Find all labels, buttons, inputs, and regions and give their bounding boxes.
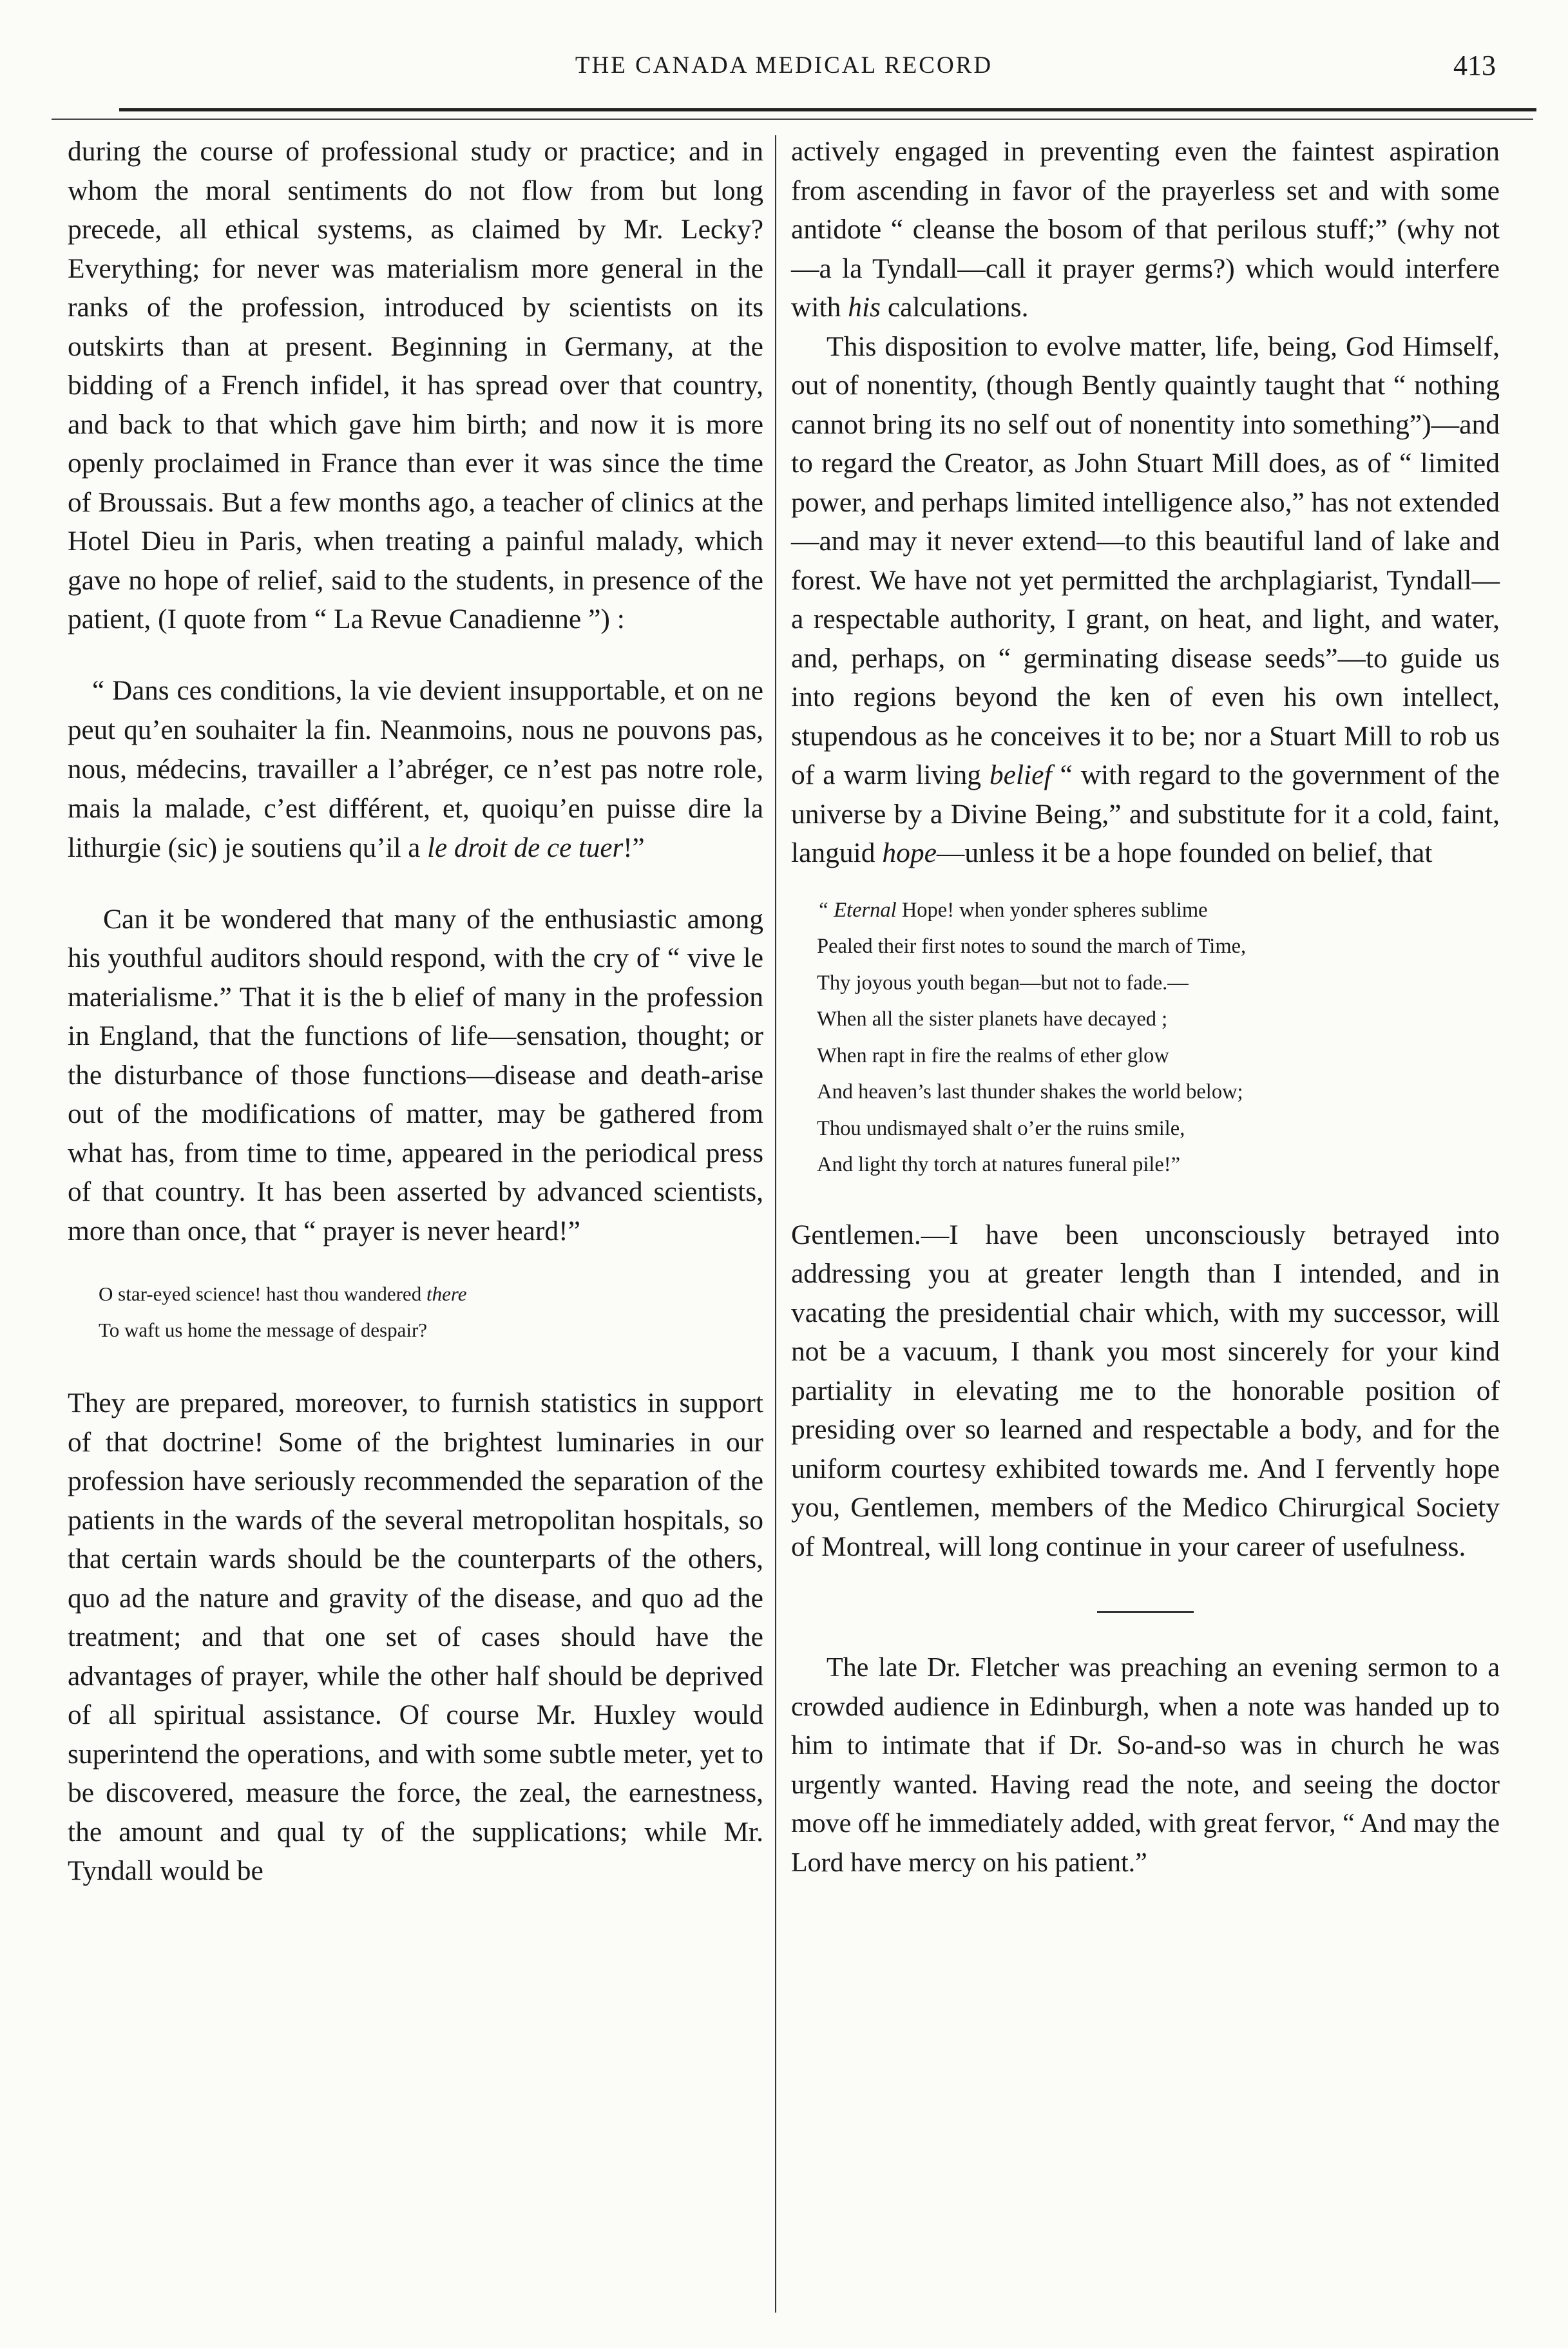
paragraph: The late Dr. Fletcher was preaching an evening sermon to a crowded audience in Edinburgh, when a note was handed up to him to intimate that if Dr. So-and-so was in church he was urgently wanted. Having read the note, and seeing the doctor move off he immediately added, with great fervor, “ And may the Lord have mercy on his patient.” xyxy=(791,1653,1500,1878)
section-separator xyxy=(1097,1611,1194,1613)
french-quotation xyxy=(68,671,763,868)
verse-quotation xyxy=(99,1276,763,1348)
poem-line: Pealed their first notes to sound the march of Time, xyxy=(817,935,1247,958)
journal-title: THE CANADA MEDICAL RECORD xyxy=(575,52,993,79)
verse-line: O star-eyed science! hast thou wandered there xyxy=(99,1283,467,1305)
header-rule-thick xyxy=(119,108,1536,111)
poem-line: Thou undismayed shalt o’er the ruins smile, xyxy=(817,1116,1185,1140)
poem-line: When rapt in fire the realms of ether glow xyxy=(817,1044,1169,1067)
poem-quotation xyxy=(817,892,1500,1183)
poem-line: And heaven’s last thunder shakes the world below; xyxy=(817,1080,1243,1103)
paragraph: Gentlemen.—I have been unconsciously betrayed into addressing you at greater length than I intended, and in vacating the presidential chair which, with my successor, will not be a vacuum, I thank you most sincerely for your kind partiality in elevating me to the honorable position of presiding over so learned and respectable a body, and for the uniform courtesy exhibited towards me. And I fervently hope you, Gentlemen, members of the Medico Chirurgical Society of Montreal, will long continue in your career of usefulness. xyxy=(791,1219,1500,1562)
column-divider xyxy=(775,135,776,2313)
paragraph: They are prepared, moreover, to furnish statistics in support of that doctrine! Some of the brightest luminaries in our profession have seriously recommended the separation of the patients in the wards of the several metropolitan hospitals, so that certain wards should be the counterparts of the others, quo ad the nature and gravity of the disease, and quo ad the treatment; and that one set of cases should have the advantages of prayer, while the other half should be deprived of all spiritual assistance. Of course Mr. Huxley would superintend the operations, and with some subtle meter, yet to be discovered, measure the force, the zeal, the earnestness, the amount and qual ty of the supplications; while Mr. Tyndall would be xyxy=(68,1388,763,1886)
poem-line: And light thy torch at natures funeral pile!” xyxy=(817,1153,1181,1176)
poem-line: When all the sister planets have decayed ; xyxy=(817,1007,1168,1031)
emphasis: belief xyxy=(989,759,1052,790)
running-header xyxy=(0,45,1568,84)
anecdote xyxy=(791,1648,1500,1882)
poem-line: “ Eternal Hope! when yonder spheres sublime xyxy=(817,898,1208,922)
page-number: 413 xyxy=(1453,50,1496,81)
left-column xyxy=(68,132,763,1891)
emphasis: his xyxy=(848,292,881,323)
quotation-close: !” xyxy=(623,832,645,863)
paragraph: Can it be wondered that many of the enthusiastic among his youthful auditors should respond, with the cry of “ vive le materialisme.” That it is the b elief of many in the profession in England, that the functions of life—sensation, thought; or the disturbance of those functions—disease and death-arise out of the modifications of matter, may be gathered from what has, from time to time, appeared in the periodical press of that country. It has been asserted by advanced scientists, more than once, that “ prayer is never heard!” xyxy=(68,903,763,1246)
header-rule-thin xyxy=(52,119,1533,120)
quotation-emphasis: le droit de ce tuer xyxy=(427,832,624,863)
paragraph: during the course of professional study or practice; and in whom the moral sentiments do not flow from but long precede, all ethical systems, as claimed by Mr. Lecky? Everything; for never was materialism more general in the ranks of the profession, introduced by scientists on its outskirts than at present. Beginning in Germany, at the bidding of a French infidel, it has spread over that country, and back to that which gave him birth; and now it is more openly proclaimed in France than ever it was since the time of Broussais. But a few months ago, a teacher of clinics at the Hotel Dieu in Paris, when treating a painful malady, which gave no hope of relief, said to the students, in presence of the patient, (I quote from “ La Revue Canadienne ”) : xyxy=(68,136,763,635)
paragraph: actively engaged in preventing even the faintest aspiration from ascending in favor of the prayerless set and with some antidote “ cleanse the bosom of that perilous stuff;” (why not—a la Tyndall—call it prayer germs?) which would interfere with his calculations. xyxy=(791,136,1500,323)
poem-line: Thy joyous youth began—but not to fade.— xyxy=(817,971,1189,995)
right-column xyxy=(791,132,1500,1882)
quotation-text: “ Dans ces conditions, la vie devient insupportable, et on ne peut qu’en souhaiter la fin. Neanmoins, nous ne pouvons pas, nous, médecins, travailler a l’abréger, ce n’est pas notre role, mais la malade, c’est différent, et, quoiqu’en puisse dire la lithurgie (sic) je soutiens qu’il a xyxy=(68,675,763,863)
verse-line: To waft us home the message of despair? xyxy=(99,1319,428,1341)
paragraph: This disposition to evolve matter, life, being, God Himself, out of nonentity, (though Bently quaintly taught that “ nothing cannot bring its no self out of nonentity into something”)—and to regard the Creator, as John Stuart Mill does, as of “ limited power, and perhaps limited intelligence also,” has not extended—and may it never extend—to this beautiful land of lake and forest. We have not yet permitted the archplagiarist, Tyndall—a respectable authority, I grant, on heat, and light, and water, and, perhaps, on “ germinating disease seeds”—to guide us into regions beyond the ken of even his own intellect, stupendous as he conceives it to be; nor a Stuart Mill to rob us of a warm living belief “ with regard to the government of the universe by a Divine Being,” and substitute for it a cold, faint, languid hope—unless it be a hope founded on belief, that xyxy=(791,330,1500,868)
emphasis: hope xyxy=(882,837,937,868)
